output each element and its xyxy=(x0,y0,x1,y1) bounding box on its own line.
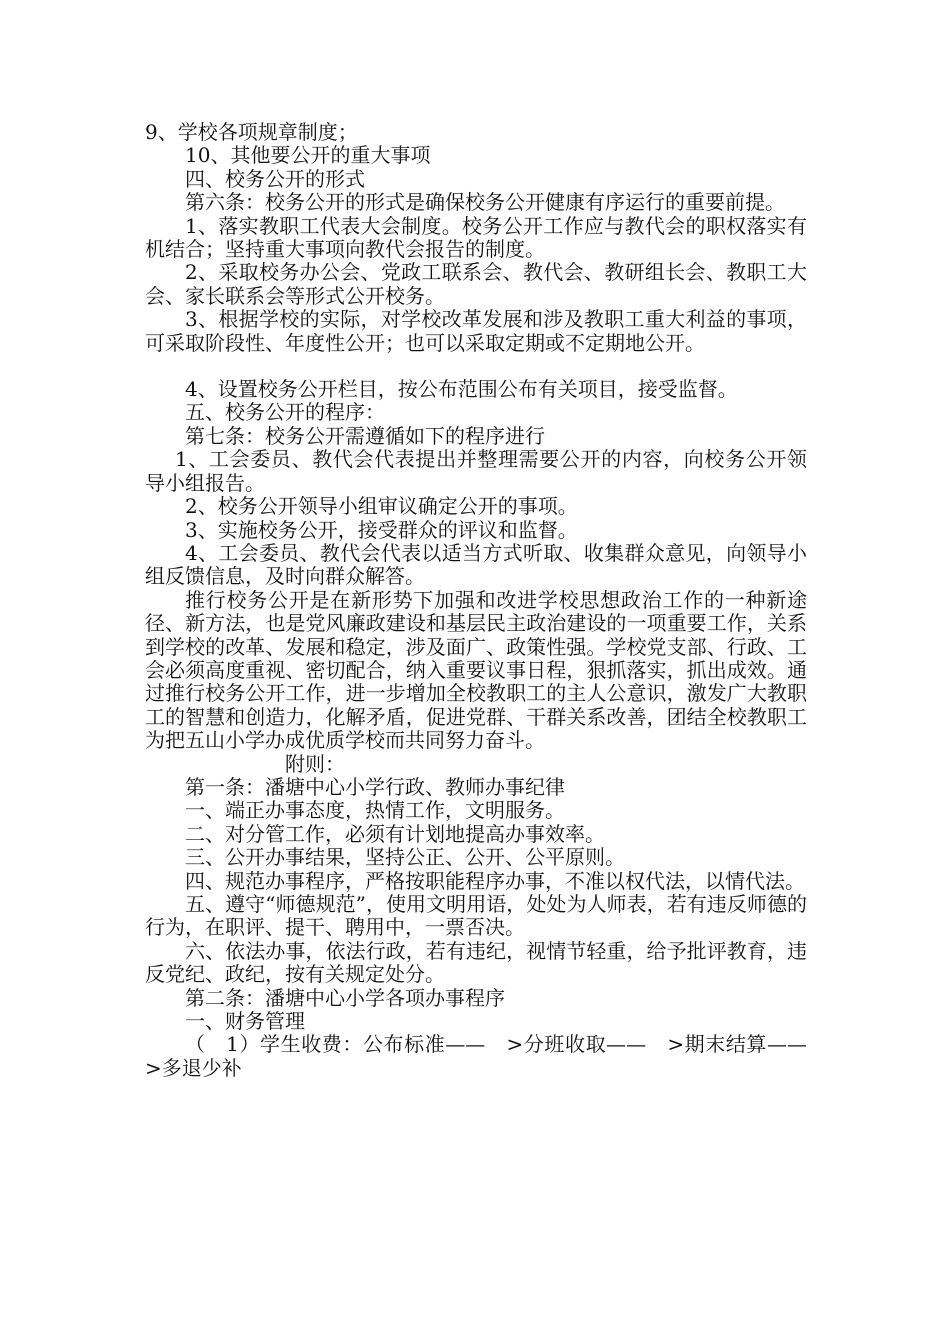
appendix-heading: 附则： xyxy=(285,751,345,776)
form-item-3: 3、根据学校的实际，对学校改革发展和涉及教职工重大利益的事项，可采取阶段性、年度性公开；也可以采取定期或不定期地公开。 xyxy=(145,307,807,355)
discipline-item-6: 六、依法办事，依法行政，若有违纪，视情节轻重，给予批评教育，违反党纪、政纪，按有关规定处分。 xyxy=(145,938,807,987)
section-heading-4: 四、校务公开的形式 xyxy=(185,166,365,191)
discipline-item-4: 四、规范办事程序，严格按职能程序办事，不准以权代法，以情代法。 xyxy=(185,868,805,893)
article-7: 第七条：校务公开需遵循如下的程序进行 xyxy=(185,423,545,448)
paragraph-gap xyxy=(145,355,807,378)
discipline-item-2: 二、对分管工作，必须有计划地提高办事效率。 xyxy=(185,821,605,846)
discipline-item-5: 五、遵守“师德规范”，使用文明用语，处处为人师表，若有违反师德的行为，在职评、提干、聘用中，一票否决。 xyxy=(145,892,807,940)
finance-heading: 一、财务管理 xyxy=(185,1009,305,1034)
section-heading-5: 五、校务公开的程序： xyxy=(185,400,385,425)
summary-paragraph: 推行校务公开是在新形势下加强和改进学校思想政治工作的一种新途径、新方法，也是党风廉政建设和基层民主政治建设的一项重要工作，关系到学校的改革、发展和稳定，涉及面广、政策性强。学校党支部、行政、工会必须高度重视、密切配合，纳入重要议事日程，狠抓落实，抓出成效。通过推行校务公开工作，进一步增加全校教职工的主人公意识，激发广大教职工的智慧和创造力，化解矛盾，促进党群、干群关系改善，团结全校教职工为把五山小学办成优质学校而共同努力奋斗。 xyxy=(145,587,807,753)
list-item-10: 10、其他要公开的重大事项 xyxy=(185,143,431,168)
document-body xyxy=(145,120,827,1080)
discipline-item-1: 一、端正办事态度，热情工作，文明服务。 xyxy=(185,798,565,823)
procedure-item-1: 1、工会委员、教代会代表提出并整理需要公开的内容，向校务公开领导小组报告。 xyxy=(145,447,807,495)
form-item-4: 4、设置校务公开栏目，按公布范围公布有关项目，接受监督。 xyxy=(185,377,738,402)
procedure-item-2: 2、校务公开领导小组审议确定公开的事项。 xyxy=(185,494,578,519)
article-6: 第六条：校务公开的形式是确保校务公开健康有序运行的重要前提。 xyxy=(185,190,785,215)
form-item-2: 2、采取校务办公会、党政工联系会、教代会、教研组长会、教职工大会、家长联系会等形式公开校务。 xyxy=(145,260,807,308)
procedure-item-4: 4、工会委员、教代会代表以适当方式听取、收集群众意见，向领导小组反馈信息，及时向群众解答。 xyxy=(145,540,807,589)
procedure-item-3: 3、实施校务公开，接受群众的评议和监督。 xyxy=(185,517,578,542)
form-item-1: 1、落实教职工代表大会制度。校务公开工作应与教代会的职权落实有机结合；坚持重大事项向教代会报告的制度。 xyxy=(145,213,807,262)
list-item-9: 9、学校各项规章制度； xyxy=(145,120,358,144)
discipline-item-3: 三、公开办事结果，坚持公正、公开、公平原则。 xyxy=(185,845,625,870)
appendix-article-2: 第二条：潘塘中心小学各项办事程序 xyxy=(185,985,505,1010)
finance-item-1: （ 1）学生收费：公布标准—— >分班收取—— >期末结算—— >多退少补 xyxy=(145,1032,827,1080)
appendix-article-1: 第一条：潘塘中心小学行政、教师办事纪律 xyxy=(185,774,565,799)
